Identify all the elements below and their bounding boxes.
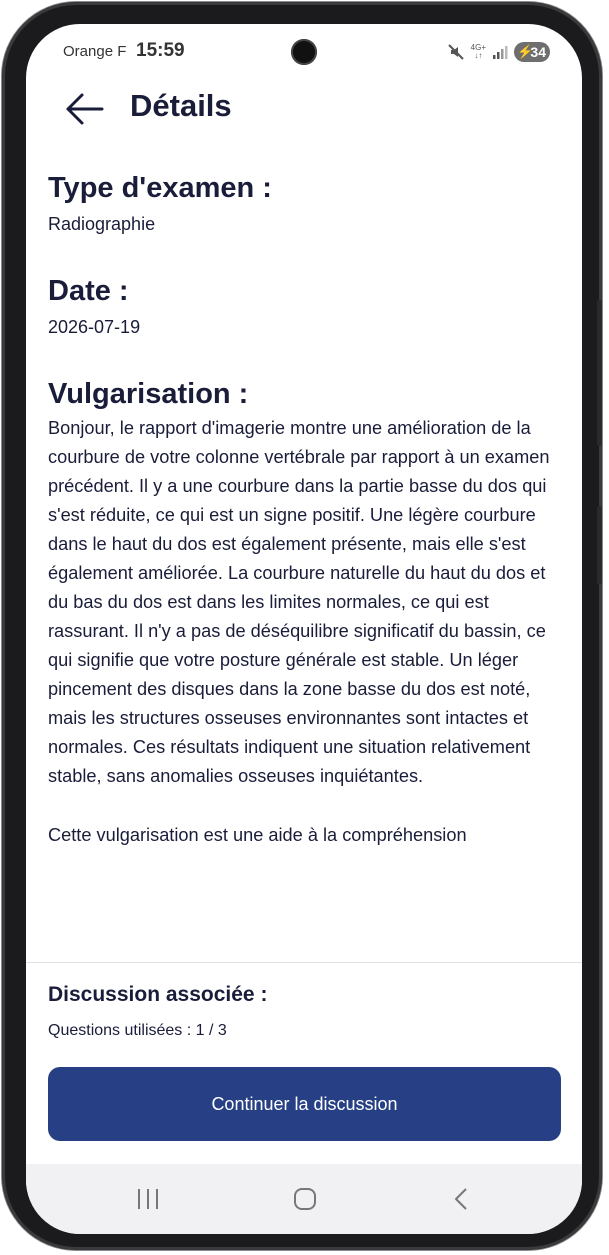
battery-charging-icon bbox=[514, 42, 550, 62]
page-title: Détails bbox=[130, 88, 232, 123]
volume-button bbox=[597, 300, 602, 446]
date-label: Date : bbox=[48, 275, 129, 307]
questions-used: Questions utilisées : 1 / 3 bbox=[48, 1022, 227, 1039]
carrier-name: Orange F bbox=[63, 43, 127, 60]
back-icon[interactable] bbox=[453, 1187, 469, 1211]
exam-type-section bbox=[48, 170, 560, 236]
vulgarisation-section bbox=[48, 376, 560, 850]
screen bbox=[26, 24, 582, 1234]
phone-frame bbox=[2, 2, 602, 1250]
recent-apps-icon[interactable] bbox=[136, 1188, 160, 1210]
exam-type-value: Radiographie bbox=[48, 214, 156, 234]
bolt-icon: ⚡ bbox=[517, 44, 534, 59]
discussion-title: Discussion associée : bbox=[48, 983, 268, 1006]
data-arrows: ↓↑ bbox=[474, 51, 483, 60]
battery-level: 34 bbox=[530, 44, 546, 60]
status-time: 15:59 bbox=[136, 40, 185, 61]
home-icon[interactable] bbox=[293, 1187, 317, 1211]
app-header bbox=[26, 80, 582, 140]
mute-icon bbox=[447, 43, 465, 61]
status-bar bbox=[26, 24, 582, 80]
front-camera bbox=[291, 39, 317, 65]
system-nav-bar bbox=[26, 1164, 582, 1234]
date-value: 2026-07-19 bbox=[48, 317, 141, 337]
arrow-left-icon[interactable] bbox=[64, 88, 106, 130]
date-section bbox=[48, 273, 560, 339]
network-4g-icon bbox=[471, 44, 486, 60]
exam-type-label: Type d'examen : bbox=[48, 172, 272, 204]
vulgarisation-text: Bonjour, le rapport d'imagerie montre une amélioration de la courbure de votre colonne vertébrale par rapport à un examen précédent. Il y a une courbure dans la partie basse du dos qui s'est réduite, ce qui est un signe positif. Une légère courbure dans le haut du dos est également présente, mais elle s'est également améliorée. La courbure naturelle du haut du dos et du bas du dos est dans les limites normales, ce qui est rassurant. Il n'y a pas de déséquilibre significatif du bassin, ce qui signifie que votre posture générale est stable. Un léger pincement des disques dans la zone basse du dos est noté, mais les structures osseuses environnantes sont intactes et normales. Ces résultats indiquent une situation relativement stable, sans anomalies osseuses inquiétantes. bbox=[48, 418, 550, 786]
network-type: 4G+ bbox=[470, 43, 486, 52]
discussion-panel bbox=[26, 962, 582, 1165]
vulgarisation-note: Cette vulgarisation est une aide à la compréhension bbox=[48, 825, 467, 845]
power-button bbox=[597, 506, 602, 584]
vulgarisation-label: Vulgarisation : bbox=[48, 378, 249, 410]
signal-icon bbox=[492, 44, 508, 60]
continue-discussion-button[interactable]: Continuer la discussion bbox=[48, 1067, 561, 1141]
status-icons bbox=[447, 42, 550, 62]
